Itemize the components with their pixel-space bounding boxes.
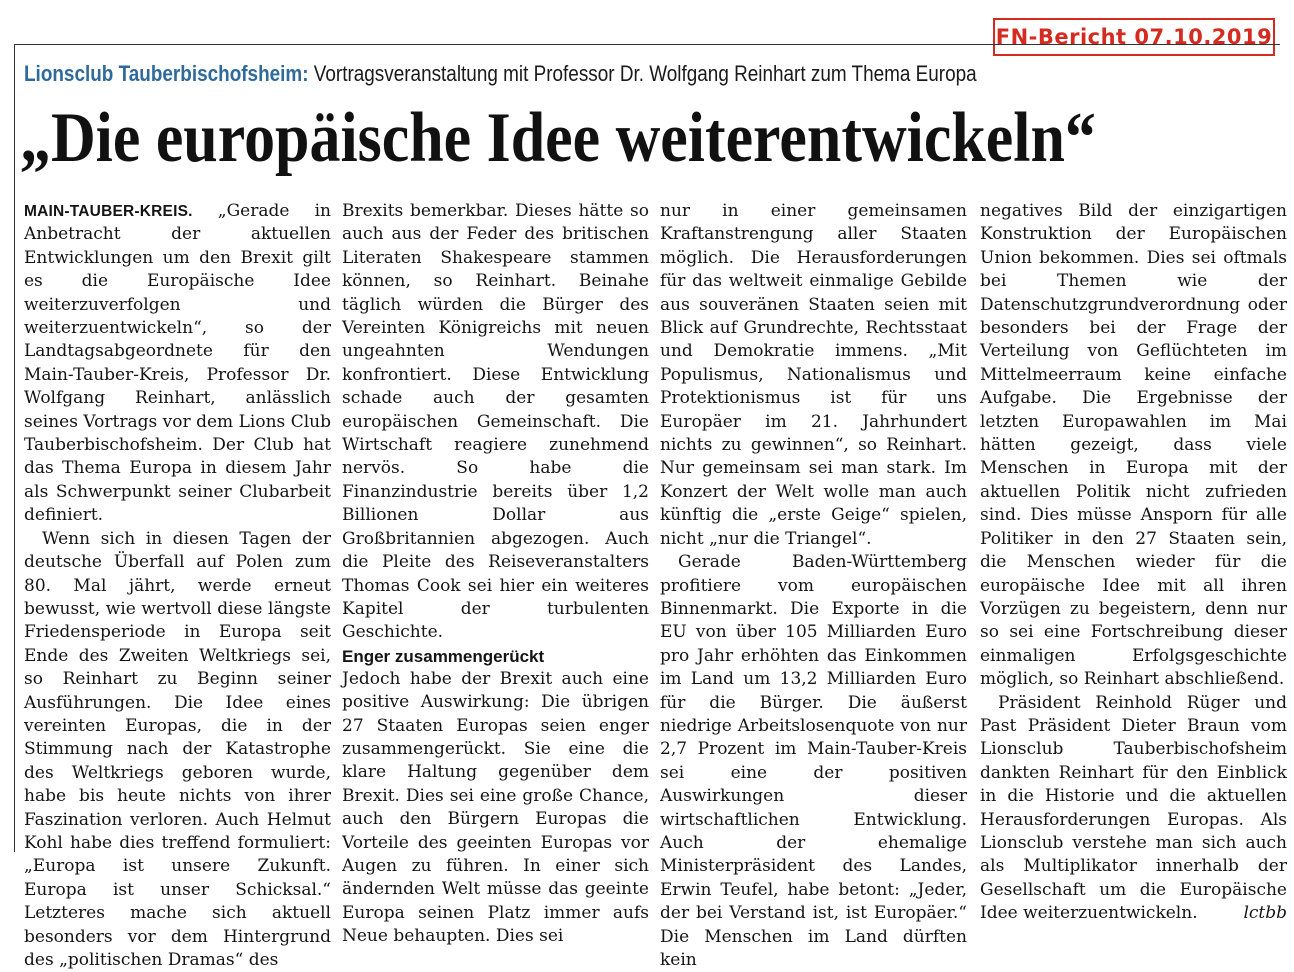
paragraph: nur in einer gemeinsamen Kraftanstrengung aller Staaten möglich. Die Herausforderungen für das weltweit einmalige Gebilde aus souveränen Staaten seien mit Blick auf Grundrechte, Rechtsstaat und Demokratie immens. „Mit Populismus, Nationalismus und Protektionismus ist für uns Europäer im 21. Jahrhundert nichts zu gewinnen“, so Reinhart. Nur gemeinsam sei man stark. Im Konzert der Welt wolle man auch künftig die „erste Geige“ spielen, nicht „nur die Triangel“. xyxy=(660,201,967,549)
paragraph: negatives Bild der einzigartigen Konstruktion der Europäischen Union bekommen. Dies sei oftmals bei Themen wie der Datenschutzgrundverordnung oder besonders bei der Frage der Verteilung von Geflüchteten im Mittelmeerraum keine einfache Aufgabe. Die Ergebnisse der letzten Europawahlen im Mai hätten gezeigt, dass viele Menschen in Europa mit der aktuellen Politik nicht zufrieden sind. Dies müsse Ansporn für alle Politiker in den 27 Staaten sein, die Menschen wieder für die europäische Idee mit all ihren Vorzügen zu begeistern, denn nur so sei eine Fortschreibung dieser einmaligen Erfolgsgeschichte möglich, so Reinhart abschließend. xyxy=(980,201,1287,690)
article-column-4 xyxy=(980,200,1287,926)
article-headline: „Die europäische Idee weiterentwickeln“ xyxy=(20,99,1096,177)
kicker-line xyxy=(24,61,1108,87)
paragraph-text: Präsident Reinhold Rüger und Past Präsident Dieter Braun vom Lionsclub Tauberbischofsheim dankten Reinhart für den Einblick in die Historie und die aktuellen Herausforderungen Europas. Als Lionsclub verstehe man sich auch als Multiplikator innerhalb der Gesellschaft um die Europäische Idee weiterzuentwickeln. xyxy=(980,692,1287,924)
paragraph xyxy=(24,200,331,528)
kicker-topic: Vortragsveranstaltung mit Professor Dr. Wolfgang Reinhart zum Thema Europa xyxy=(313,61,977,86)
report-date-badge: FN-Bericht 07.10.2019 xyxy=(993,18,1275,56)
article-column-1 xyxy=(24,200,331,972)
left-margin-rule xyxy=(14,44,15,852)
paragraph: Brexits bemerkbar. Dieses hätte so auch aus der Feder des britischen Literaten Shakespeare stammen können, so Reinhart. Beinahe täglich würden die Bürger des Vereinten Königreichs mit neuen ungeahnten Wendungen konfrontiert. Diese Entwicklung schade auch der gesamten europäischen Gemeinschaft. Die Wirtschaft reagiere zunehmend nervös. So habe die Finanzindustrie bereits über 1,2 Billionen Dollar aus Großbritannien abgezogen. Auch die Pleite des Reiseveranstalters Thomas Cook sei hier ein weiteres Kapitel der turbulenten Geschichte. xyxy=(342,201,649,643)
dateline: MAIN-TAUBER-KREIS. xyxy=(24,203,193,220)
paragraph xyxy=(980,692,1287,926)
author-signature: lctbb xyxy=(1243,903,1287,924)
section-subheading: Enger zusammengerückt xyxy=(342,646,545,666)
article-column-3 xyxy=(660,200,967,972)
paragraph: Gerade Baden-Württemberg profitiere vom europäischen Binnenmarkt. Die Exporte in die EU von über 105 Milliarden Euro pro Jahr erhöhten das Einkommen im Land um 13,2 Milliarden Euro für die Bürger. Die äußerst niedrige Arbeitslosenquote von nur 2,7 Prozent im Main-Tauber-Kreis sei eine der positiven Auswirkungen dieser wirtschaftlichen Entwicklung. Auch der ehemalige Ministerpräsident des Landes, Erwin Teufel, habe betont: „Jeder, der bei Verstand ist, ist Europäer.“ Die Menschen im Land dürften kein xyxy=(660,552,967,970)
paragraph: Jedoch habe der Brexit auch eine positive Auswirkung: Die übrigen 27 Staaten Europas seien enger zusammengerückt. Sie eine die klare Haltung gegenüber dem Brexit. Dies sei eine große Chance, auch den Bürgern Europas die Vorteile des geeinten Europas vor Augen zu führen. In einer sich ändernden Welt müsse das geeinte Europa seinen Platz immer aufs Neue behaupten. Dies sei xyxy=(342,668,649,947)
paragraph: Wenn sich in diesen Tagen der deutsche Überfall auf Polen zum 80. Mal jährt, werde erneut bewusst, wie wertvoll diese längste Friedensperiode in Europa seit Ende des Zweiten Weltkriegs sei, so Reinhart zu Beginn seiner Ausführungen. Die Idee eines vereinten Europas, die in der Stimmung nach der Katastrophe des Weltkriegs geboren wurde, habe bis heute nichts von ihrer Faszination verloren. Auch Helmut Kohl habe dies treffend formuliert: „Europa ist unsere Zukunft. Europa ist unser Schicksal.“ Letzteres mache sich aktuell besonders vor dem Hintergrund des „politischen Dramas“ des xyxy=(24,528,331,970)
header-rule xyxy=(14,44,1280,45)
paragraph-text: „Gerade in Anbetracht der aktuellen Entwicklungen um den Brexit gilt es die Europäische Idee weiterzuverfolgen und weiterzuentwickeln“, so der Landtagsabgeordnete für den Main-Tauber-Kreis, Professor Dr. Wolfgang Reinhart, anlässlich seines Vortrags vor dem Lions Club Tauberbischofsheim. Der Club hat das Thema Europa in diesem Jahr als Schwerpunkt seiner Clubarbeit definiert. xyxy=(24,201,331,526)
kicker-club: Lionsclub Tauberbischofsheim: xyxy=(24,61,309,86)
article-column-2 xyxy=(342,200,649,949)
